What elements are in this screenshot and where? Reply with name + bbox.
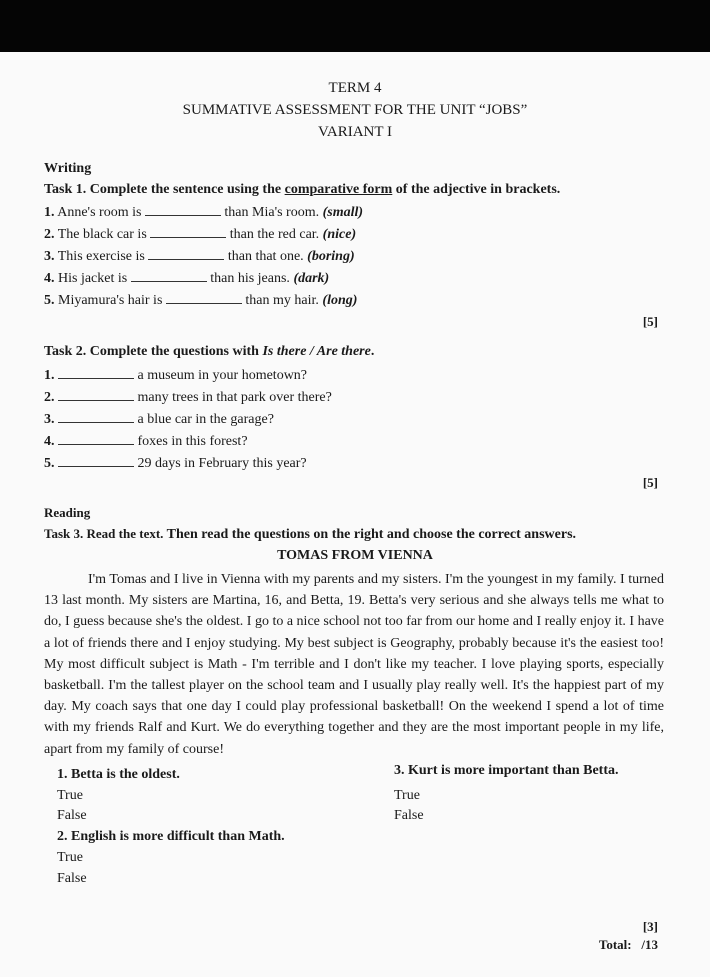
task2-score: [5] [642,475,658,490]
task1-item-3: 3. This exercise is than that one. (boring) [44,249,355,264]
question-2: 2. English is more difficult than Math. [57,829,285,844]
task1-score: [5] [642,314,658,329]
q1-option-true[interactable]: True [57,788,83,803]
variant-heading: VARIANT I [317,124,393,140]
task3-title: Task 3. Read the text. Then read the questions on the right and choose the correct answers. [44,526,577,542]
section-reading: Reading [44,505,91,520]
assessment-title: SUMMATIVE ASSESSMENT FOR THE UNIT “JOBS” [182,102,528,118]
reading-text: I'm Tomas and I live in Vienna with my parents and my sisters. I'm the youngest in my family. I turned 13 last month. My sisters are Martina, 16, and Betta, 19. Betta's very serious and she always tells me what to do, I guess because she's the oldest. I go to a nice school not too far from our home and I really enjoy it. I have a lot of friends there and I enjoy studying. My best subject is Geography, probably because it's the easiest too! My most difficult subject is Math - I'm terrible and I don't like my teacher. I love playing sports, especially basketball. I'm the tallest player on the school team and I usually play really well. It's the happiest part of my day. My coach says that one day I could play professional basketball! On the weekend I spend a lot of time with my friends Ralf and Kurt. We do everything together and they are the most important people in my life, apart from my family of course! [44,572,664,757]
q1-option-false[interactable]: False [57,808,87,823]
question-3: 3. Kurt is more important than Betta. [394,763,619,778]
task1-item-2: 2. The black car is than the red car. (nice) [44,227,357,242]
q2-option-false[interactable]: False [57,871,87,886]
task2-item-2: 2. many trees in that park over there? [44,390,332,405]
q3-option-true[interactable]: True [394,788,420,803]
total-score: Total: /13 [598,937,658,952]
answer-blank[interactable] [58,433,134,445]
answer-blank[interactable] [150,226,226,238]
task2-item-4: 4. foxes in this forest? [44,434,248,449]
section-writing: Writing [44,161,92,176]
answer-blank[interactable] [58,455,134,467]
q2-option-true[interactable]: True [57,850,83,865]
task2-item-5: 5. 29 days in February this year? [44,456,307,471]
answer-blank[interactable] [58,411,134,423]
task1-title: Task 1. Complete the sentence using the comparative form of the adjective in brackets. [44,182,561,197]
answer-blank[interactable] [148,248,224,260]
answer-blank[interactable] [145,204,221,216]
task1-item-1: 1. Anne's room is than Mia's room. (small) [44,205,364,220]
answer-blank[interactable] [131,270,207,282]
answer-blank[interactable] [58,367,134,379]
q3-option-false[interactable]: False [394,808,424,823]
answer-blank[interactable] [166,292,242,304]
task2-title: Task 2. Complete the questions with Is there / Are there. [44,344,375,359]
task2-item-1: 1. a museum in your hometown? [44,368,308,383]
answer-blank[interactable] [58,389,134,401]
term-heading: TERM 4 [328,80,382,96]
question-1: 1. Betta is the oldest. [57,767,180,782]
top-black-bar [0,0,710,52]
task1-item-5: 5. Miyamura's hair is than my hair. (long) [44,293,358,308]
text-title: TOMAS FROM VIENNA [277,548,433,563]
task1-item-4: 4. His jacket is than his jeans. (dark) [44,271,330,286]
task3-score: [3] [642,919,658,934]
task2-item-3: 3. a blue car in the garage? [44,412,274,427]
